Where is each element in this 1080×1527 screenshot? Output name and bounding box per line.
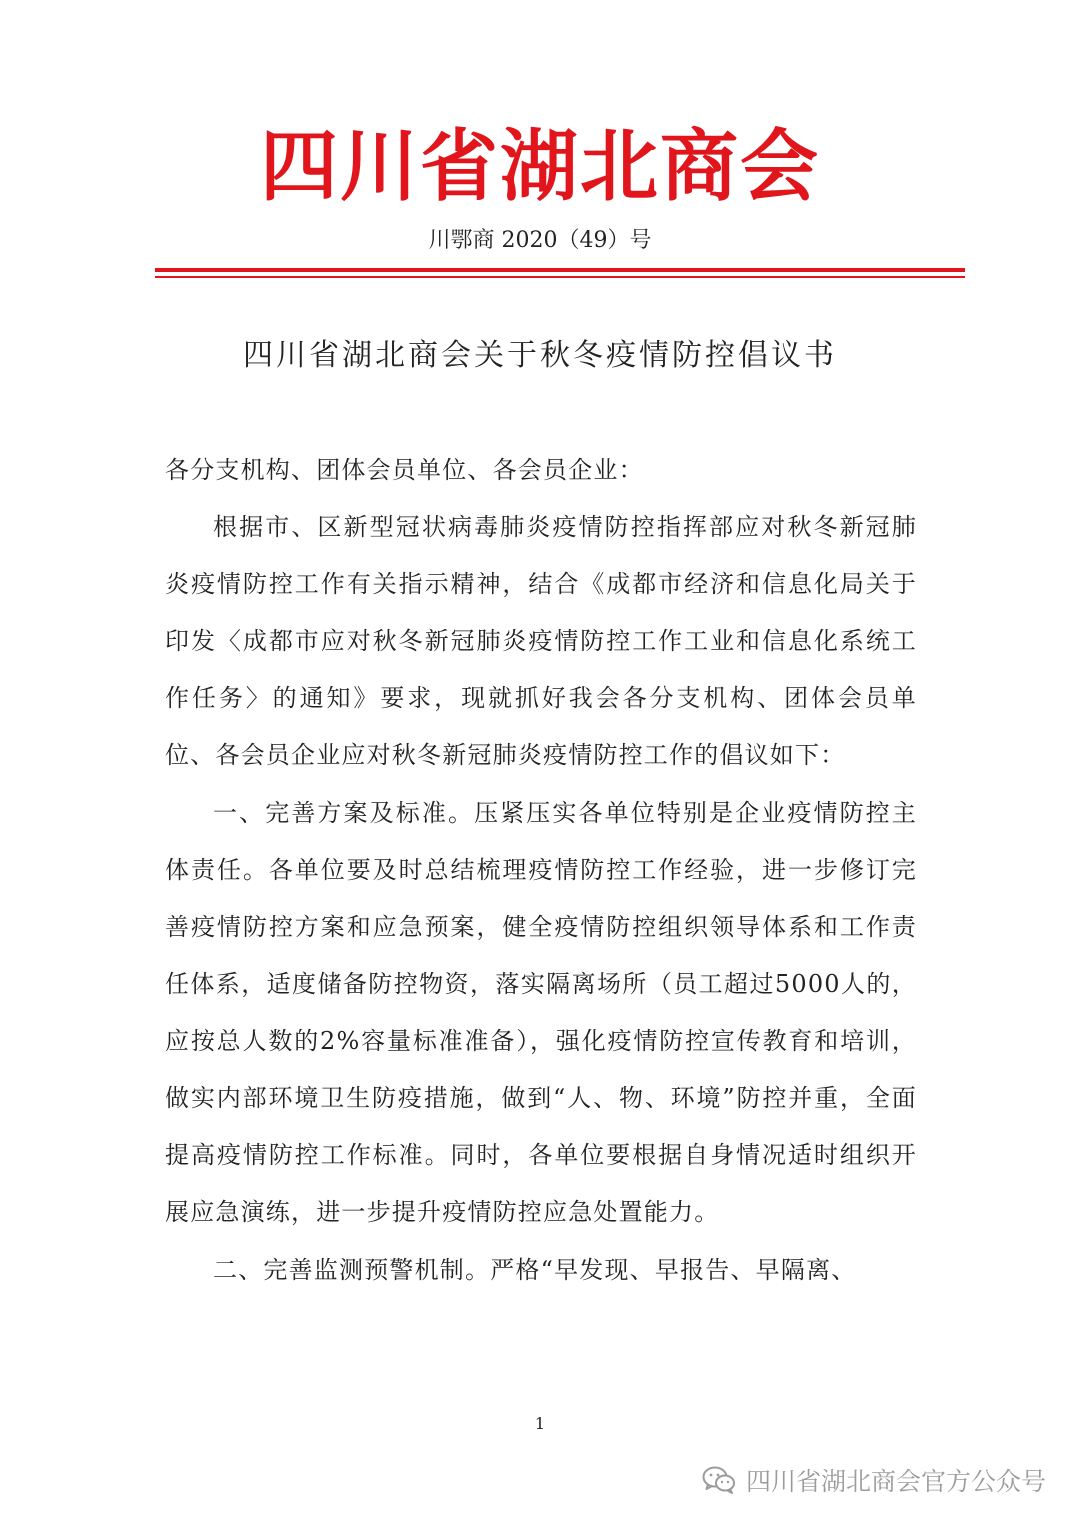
document-number: 川鄂商 2020（49）号 <box>428 228 652 253</box>
body-paragraph-intro: 根据市、区新型冠状病毒肺炎疫情防控指挥部应对秋冬新冠肺炎疫情防控工作有关指示精神，结合《成都市经济和信息化局关于印发〈成都市应对秋冬新冠肺炎疫情防控工作工业和信息化系统工作任务〉的通知》要求，现就抓好我会各分支机构、团体会员单位、各会员企业应对秋冬新冠肺炎疫情防控工作的倡议如下： <box>165 513 917 769</box>
page-number: 1 <box>534 1414 546 1433</box>
wechat-icon <box>702 1465 736 1495</box>
body-paragraph-section-1: 一、完善方案及标准。压紧压实各单位特别是企业疫情防控主体责任。各单位要及时总结梳理疫情防控工作经验，进一步修订完善疫情防控方案和应急预案，健全疫情防控组织领导体系和工作责任体系，适度储备防控物资，落实隔离场所（员工超过5000人的，应按总人数的2%容量标准准备），强化疫情防控宣传教育和培训，做实内部环境卫生防疫措施，做到“人、物、环境”防控并重，全面提高疫情防控工作标准。同时，各单位要根据自身情况适时组织开展应急演练，进一步提升疫情防控应急处置能力。 <box>165 799 917 1226</box>
letterhead-divider-thin <box>155 276 965 278</box>
letterhead-divider-thick <box>155 268 965 272</box>
body-paragraph-section-2: 二、完善监测预警机制。严格“早发现、早报告、早隔离、 <box>213 1256 857 1284</box>
letterhead-organization-name: 四川省湖北商会 <box>259 122 820 212</box>
document-body <box>165 442 917 1299</box>
salutation: 各分支机构、团体会员单位、各会员企业： <box>165 456 644 484</box>
watermark <box>702 1462 1046 1498</box>
watermark-text: 四川省湖北商会官方公众号 <box>745 1467 1046 1496</box>
document-title: 四川省湖北商会关于秋冬疫情防控倡议书 <box>243 338 837 373</box>
